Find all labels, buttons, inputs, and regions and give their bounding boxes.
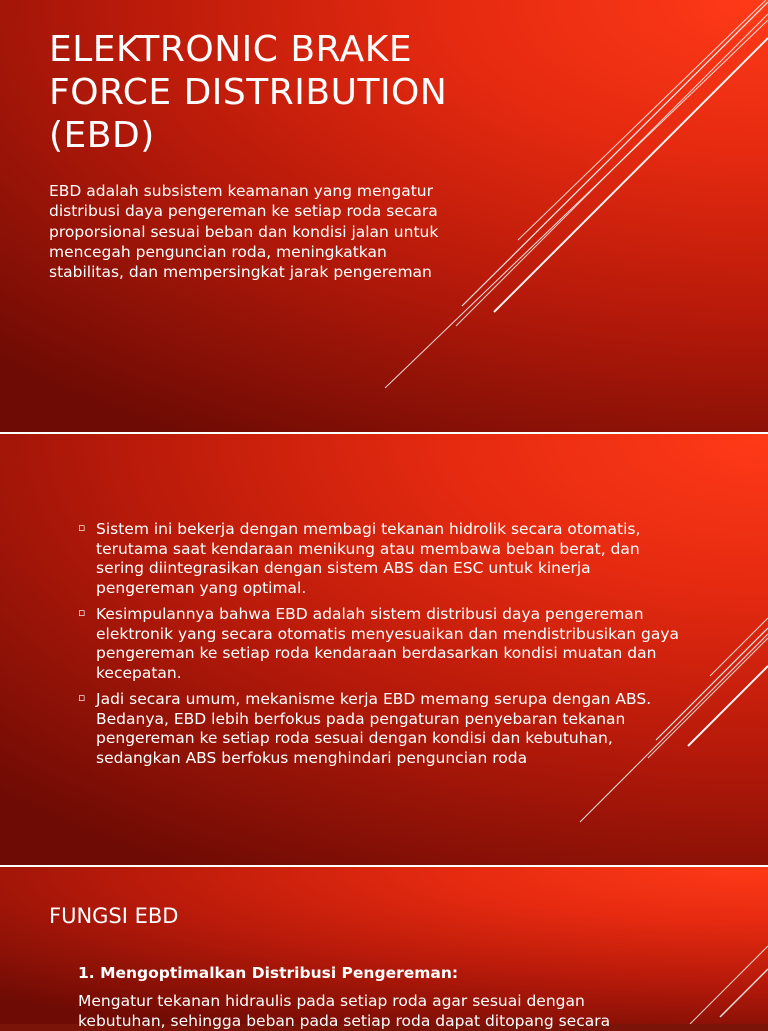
deco-line <box>690 946 768 1024</box>
slide-1-title: ELEKTRONIC BRAKE FORCE DISTRIBUTION (EBD) <box>49 29 448 156</box>
bullet-text: Sistem ini bekerja dengan membagi tekanan hidrolik secara otomatis, terutama saat kendaraan menikung atau membawa beban berat, dan sering diintegrasikan dengan sistem ABS dan ESC untuk kinerja pengereman yang optimal. <box>96 520 641 597</box>
slide-3-subheading: 1. Mengoptimalkan Distribusi Pengereman: <box>78 964 459 982</box>
slide-3-title: FUNGSI EBD <box>49 904 179 928</box>
slide-1-body: EBD adalah subsistem keamanan yang mengatur distribusi daya pengereman ke setiap roda secara proporsional sesuai beban dan kondisi jalan untuk mencegah penguncian roda, meningkatkan stabilitas, dan mempersingkat jarak pengereman <box>49 182 439 282</box>
deco-line <box>462 2 768 306</box>
bullet-marker: ▫ <box>78 521 86 534</box>
bullet-item <box>78 605 688 683</box>
deco-line <box>720 969 768 1017</box>
bullet-item <box>78 690 688 768</box>
bullet-text: Jadi secara umum, mekanisme kerja EBD memang serupa dengan ABS. Bedanya, EBD lebih berfokus pada pengaturan penyebaran tekanan pengereman ke setiap roda sesuai dengan kondisi dan kebutuhan, sedangkan ABS berfokus menghindari penguncian roda <box>96 690 652 767</box>
bullet-item <box>78 520 688 598</box>
bullet-marker: ▫ <box>78 606 86 619</box>
deco-line <box>494 38 768 312</box>
slide-3-body: Mengatur tekanan hidraulis pada setiap roda agar sesuai dengan kebutuhan, sehingga beban pada setiap roda dapat ditopang secara <box>78 992 611 1030</box>
deco-line <box>456 14 768 326</box>
deco-line <box>518 0 768 240</box>
slide-2-bullet-list <box>78 520 688 775</box>
bullet-text: Kesimpulannya bahwa EBD adalah sistem distribusi daya pengereman elektronik yang secara otomatis menyesuaikan dan mendistribusikan gaya pengereman ke setiap roda kendaraan berdasarkan kondisi muatan dan kecepatan. <box>96 605 680 682</box>
bullet-marker: ▫ <box>78 691 86 704</box>
